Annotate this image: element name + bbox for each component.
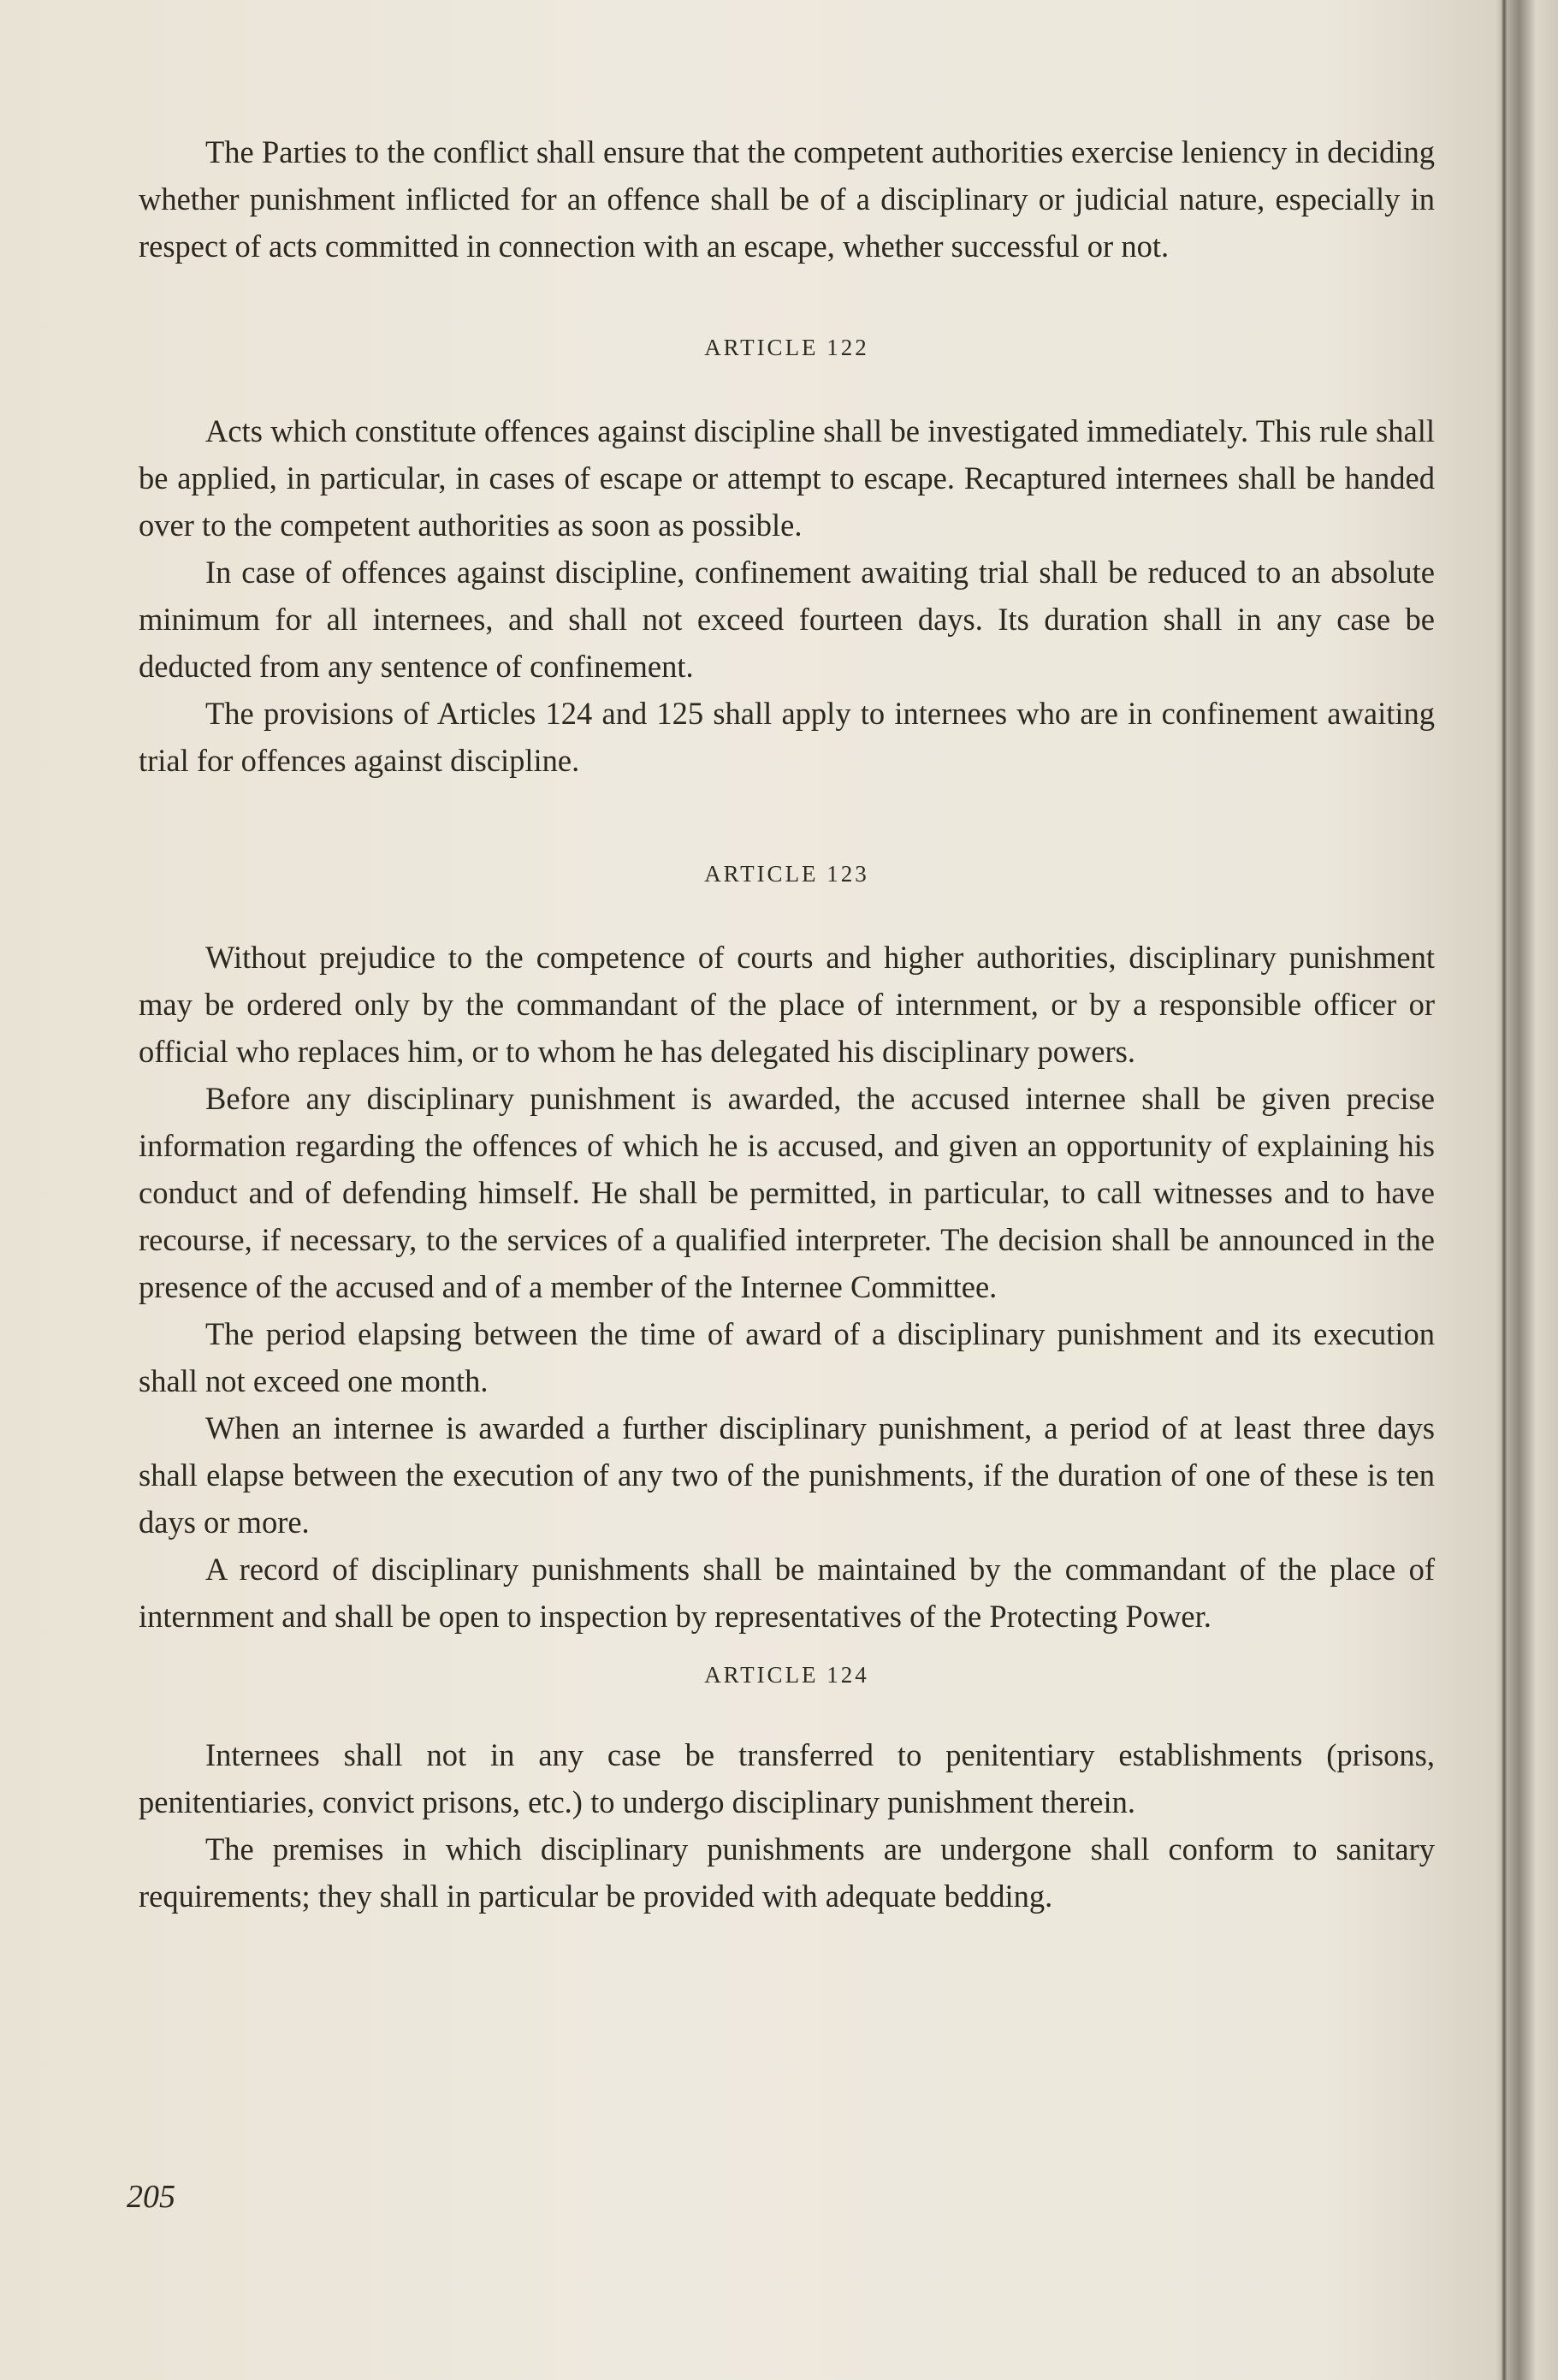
page-number: 205 (127, 2179, 175, 2215)
article-122-heading: ARTICLE 122 (704, 335, 869, 360)
page-content (139, 128, 1435, 1920)
intro-paragraph: The Parties to the conflict shall ensure that the competent authorities exercise leniency in deciding whether punishment inflicted for an offence shall be of a disciplinary or judicial nature, especially in respect of acts committed in connection with an escape, whether successful or not. (139, 134, 1435, 264)
article-123-paragraph-2: Before any disciplinary punishment is awarded, the accused internee shall be given precise information regarding the offences of which he is accused, and given an opportunity of explaining his conduct and of defending himself. He shall be permitted, in particular, to call witnesses and to have recourse, if necessary, to the services of a qualified interpreter. The decision shall be announced in the presence of the accused and of a member of the Internee Committee. (139, 1081, 1435, 1304)
article-124-heading: ARTICLE 124 (704, 1662, 869, 1688)
article-123-paragraph-4: When an internee is awarded a further disciplinary punishment, a period of at least three days shall elapse between the execution of any two of the punishments, if the duration of one of these is ten days or more. (139, 1410, 1435, 1540)
article-123-paragraph-5: A record of disciplinary punishments shall be maintained by the commandant of the place of internment and shall be open to inspection by representatives of the Protecting Power. (139, 1552, 1435, 1634)
book-gutter (1502, 0, 1507, 2380)
article-122-paragraph-1: Acts which constitute offences against discipline shall be investigated immediately. This rule shall be applied, in particular, in cases of escape or attempt to escape. Recaptured internees shall be handed over to the competent authorities as soon as possible. (139, 413, 1435, 543)
article-123-heading: ARTICLE 123 (704, 861, 869, 887)
article-124-paragraph-2: The premises in which disciplinary punishments are undergone shall conform to sanitary requirements; they shall in particular be provided with adequate bedding. (139, 1831, 1435, 1914)
article-122-paragraph-2: In case of offences against discipline, confinement awaiting trial shall be reduced to an absolute minimum for all internees, and shall not exceed fourteen days. Its duration shall in any case be deducted from any sentence of confinement. (139, 555, 1435, 684)
article-123-paragraph-1: Without prejudice to the competence of courts and higher authorities, disciplinary punishment may be ordered only by the commandant of the place of internment, or by a responsible officer or official who replaces him, or to whom he has delegated his disciplinary powers. (139, 940, 1435, 1069)
article-122-paragraph-3: The provisions of Articles 124 and 125 shall apply to internees who are in confinement awaiting trial for offences against discipline. (139, 696, 1435, 778)
article-123-paragraph-3: The period elapsing between the time of award of a disciplinary punishment and its execution shall not exceed one month. (139, 1316, 1435, 1398)
article-124-paragraph-1: Internees shall not in any case be transferred to penitentiary establishments (prisons, penitentiaries, convict prisons, etc.) to undergo disciplinary punishment therein. (139, 1737, 1435, 1819)
